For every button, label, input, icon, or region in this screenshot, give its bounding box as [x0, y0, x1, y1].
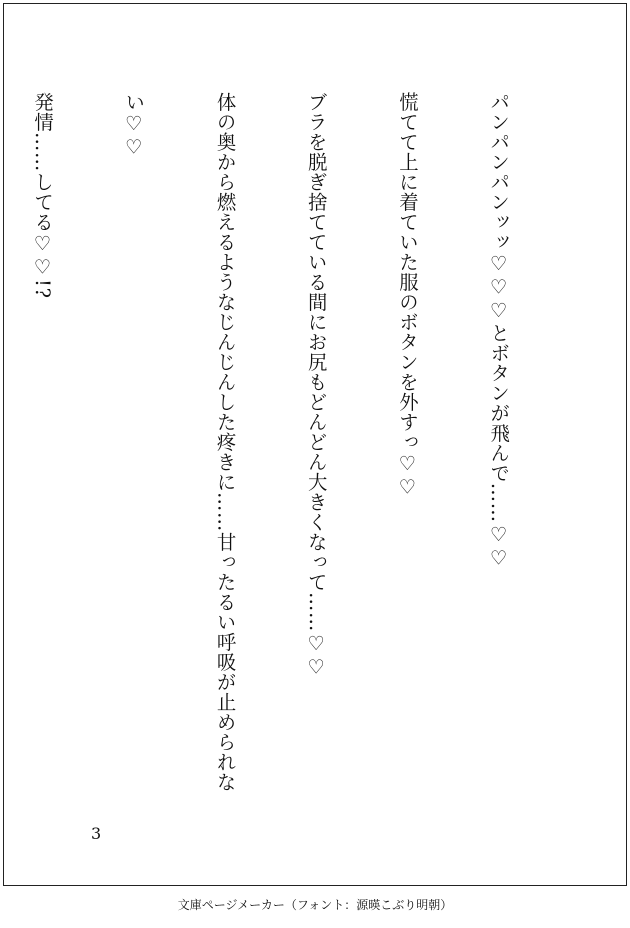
page-number: 3 — [91, 824, 102, 843]
text-line: 体の奥から燃えるようなじんじんした疼きに……甘ったるい呼吸が止められな — [213, 92, 237, 792]
vertical-body-text — [0, 92, 574, 792]
text-line: 発情……してる♡♡!? — [31, 92, 55, 299]
text-line: 慌てて上に着ていた服のボタンを外すっ♡♡ — [395, 92, 419, 500]
text-line: い♡♡ — [122, 92, 146, 160]
page-frame — [3, 3, 627, 886]
text-line: パンパンパンッッ♡♡♡とボタンが飛んで……♡♡ — [487, 92, 511, 570]
footer-credit: 文庫ページメーカー（フォント：源暎こぶり明朝） — [177, 898, 453, 912]
text-line: ブラを脱ぎ捨てている間にお尻もどんどん大きくなって……♡♡ — [304, 92, 328, 680]
